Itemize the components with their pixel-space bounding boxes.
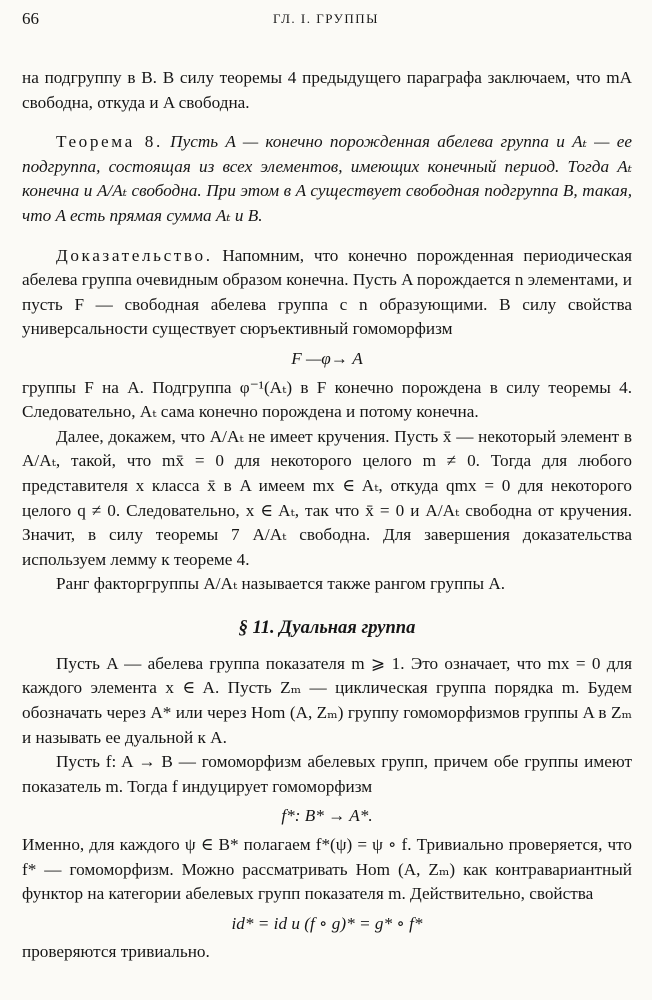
section-paragraph-2: Пусть f: A → B — гомоморфизм абелевых групп, причем обе группы имеют показатель m. Тогда f индуцирует гомоморфизм [22, 752, 632, 796]
proof-paragraph-4: Ранг факторгруппы A/Aₜ называется также рангом группы A. [56, 574, 506, 594]
section-paragraph-4: проверяются тривиально. [22, 942, 210, 962]
page-header [22, 9, 630, 31]
proof-paragraph-1 [22, 244, 632, 342]
section-heading: § 11. Дуальная группа [238, 617, 416, 638]
proof-paragraph-2: группы F на A. Подгруппа φ⁻¹(Aₜ) в F конечно порождена в силу теоремы 4. Следовательно, Aₜ сама конечно порождена и потому конечна. [22, 377, 632, 422]
display-formula-functor-properties: id* = id и (f ∘ g)* = g* ∘ f* [231, 913, 423, 933]
section-paragraph-1: Пусть A — абелева группа показателя m ⩾ 1. Это означает, что mx = 0 для каждого элемента x ∈ A. Пусть Zₘ — циклическая группа порядка m. Будем обозначать через A* или через Hom (A, Zₘ) группу гомоморфизмов группы A в Zₘ и называть ее дуальной к A. [22, 653, 632, 747]
page-body [22, 66, 632, 965]
display-formula-dual-map: f*: B* → A*. [281, 806, 373, 826]
page-number: 66 [22, 9, 39, 28]
continuation-paragraph: на подгруппу в B. В силу теоремы 4 предыдущего параграфа заключаем, что mA свободна, откуда и A свободна. [22, 68, 632, 112]
running-title: ГЛ. I. ГРУППЫ [273, 11, 379, 26]
section-paragraph-3: Именно, для каждого ψ ∈ B* полагаем f*(ψ) = ψ ∘ f. Тривиально проверяется, что f* — гомоморфизм. Можно рассматривать Hom (A, Zₘ) как контравариантный функтор на категории абелевых групп показателя m. Действительно, свойства [22, 835, 632, 904]
proof-label: Доказательство. [56, 245, 213, 265]
theorem-statement: Пусть A — конечно порожденная абелева группа и Aₜ — ее подгруппа, состоящая из всех элементов, имеющих конечный период. Тогда Aₜ конечна и A/Aₜ свободна. При этом в A существует свободная подгруппа B, такая, что A есть прямая сумма Aₜ и B. [22, 132, 633, 225]
theorem-8 [22, 130, 632, 228]
proof-paragraph-3: Далее, докажем, что A/Aₜ не имеет кручения. Пусть x̄ — некоторый элемент в A/Aₜ, такой, что mx̄ = 0 для некоторого целого m ≠ 0. Тогда для любого представителя x класса x̄ в A имеем mx ∈ Aₜ, откуда qmx = 0 для некоторого целого q ≠ 0. Следовательно, x ∈ Aₜ, так что x̄ = 0 и A/Aₜ свободна от кручения. Значит, в силу теоремы 7 A/Aₜ свободна. Для завершения доказательства используем лемму к теореме 4. [22, 426, 632, 569]
display-formula-homomorphism: F —φ→ A [291, 348, 363, 368]
theorem-label: Теорема 8. [56, 132, 163, 152]
proof-text-1: Напомним, что конечно порожденная периодическая абелева группа очевидным образом конечна. Пусть A порождается n элементами, и пусть F — свободная абелева группа с n образующими. В силу свойства универсальности существует сюръективный гомоморфизм [22, 245, 632, 339]
